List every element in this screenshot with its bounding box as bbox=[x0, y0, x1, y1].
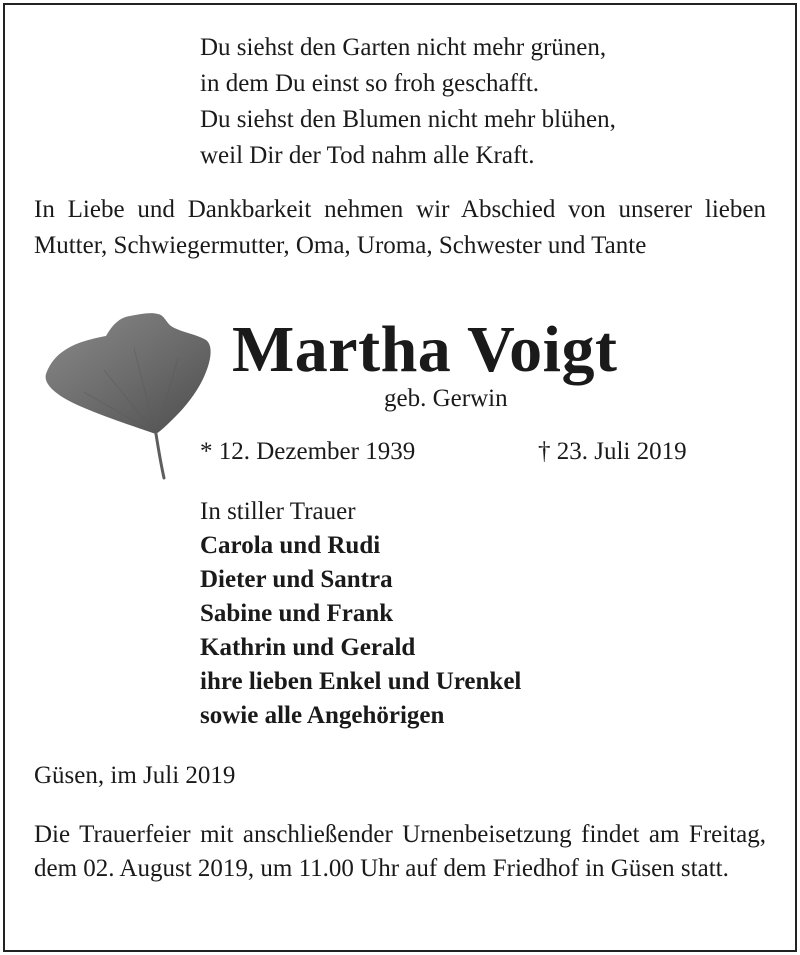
intro-text: In Liebe und Dankbarkeit nehmen wir Abschied von unserer lieben Mutter, Schwiegermutter, Oma, Uroma, Schwester und Tante bbox=[34, 196, 766, 259]
poem bbox=[200, 30, 616, 174]
deceased-name: Martha Voigt bbox=[232, 313, 618, 386]
mourners-list bbox=[200, 495, 521, 733]
mourner-name: Dieter und Santra bbox=[200, 566, 393, 593]
poem-line: Du siehst den Garten nicht mehr grünen, bbox=[200, 34, 607, 61]
ginkgo-leaf-icon bbox=[38, 312, 218, 482]
mourner-name: Carola und Rudi bbox=[200, 532, 381, 559]
mourners-heading: In stiller Trauer bbox=[200, 498, 356, 525]
place-date: Güsen, im Juli 2019 bbox=[34, 762, 236, 789]
service-details: Die Trauerfeier mit anschließender Urnenbeisetzung findet am Freitag, dem 02. August 2019, um 11.00 Uhr auf dem Friedhof in Güsen statt. bbox=[34, 821, 766, 882]
mourner-name: ihre lieben Enkel und Urenkel bbox=[200, 668, 522, 695]
poem-line: Du siehst den Blumen nicht mehr blühen, bbox=[200, 106, 616, 133]
death-date: † 23. Juli 2019 bbox=[538, 438, 687, 465]
mourner-name: Sabine und Frank bbox=[200, 600, 394, 627]
mourner-name: sowie alle Angehörigen bbox=[200, 702, 445, 729]
birth-date: * 12. Dezember 1939 bbox=[200, 438, 416, 465]
poem-line: weil Dir der Tod nahm alle Kraft. bbox=[200, 142, 535, 169]
poem-line: in dem Du einst so froh geschafft. bbox=[200, 70, 540, 97]
mourner-name: Kathrin und Gerald bbox=[200, 634, 416, 661]
maiden-name: geb. Gerwin bbox=[384, 385, 508, 412]
